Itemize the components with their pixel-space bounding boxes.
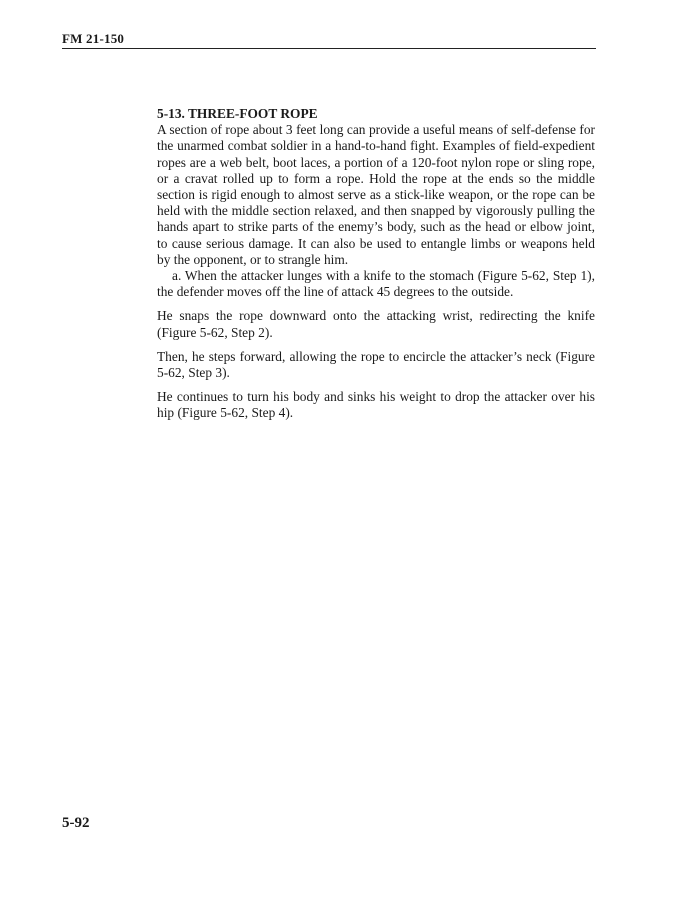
header-divider xyxy=(62,48,596,49)
page-number: 5-92 xyxy=(62,815,90,831)
running-header: FM 21-150 xyxy=(62,31,125,46)
section-heading: 5-13. THREE-FOOT ROPE xyxy=(157,106,318,121)
step-paragraph-3: Then, he steps forward, allowing the rope to encircle the attacker’s neck (Figure 5-62, Step 3). xyxy=(157,348,595,381)
step-paragraph-4: He continues to turn his body and sinks his weight to drop the attacker over his hip (Figure 5-62, Step 4). xyxy=(157,389,595,421)
step-paragraph-a: a. When the attacker lunges with a knife to the stomach (Figure 5-62, Step 1), the defender moves off the line of attack 45 degrees to the outside. xyxy=(157,268,595,300)
intro-paragraph: A section of rope about 3 feet long can provide a useful means of self-defense for the unarmed combat soldier in a hand-to-hand fight. Examples of field-expedient ropes are a web belt, boot laces, a portion of a 120-foot nylon rope or sling rope, or a cravat rolled up to form a rope. Hold the rope at the ends so the middle section is rigid enough to almost serve as a stick-like weapon, or the rope can be held with the middle section relaxed, and then snapped by vigorously pulling the hands apart to strike parts of the enemy’s body, such as the head or elbow joint, to cause serious damage. It can also be used to entangle limbs or weapons held by the opponent, or to strangle him. xyxy=(157,122,595,267)
step-paragraph-2: He snaps the rope downward onto the attacking wrist, redirecting the knife (Figure 5-62, Step 2). xyxy=(157,308,595,340)
section-body xyxy=(157,106,595,430)
